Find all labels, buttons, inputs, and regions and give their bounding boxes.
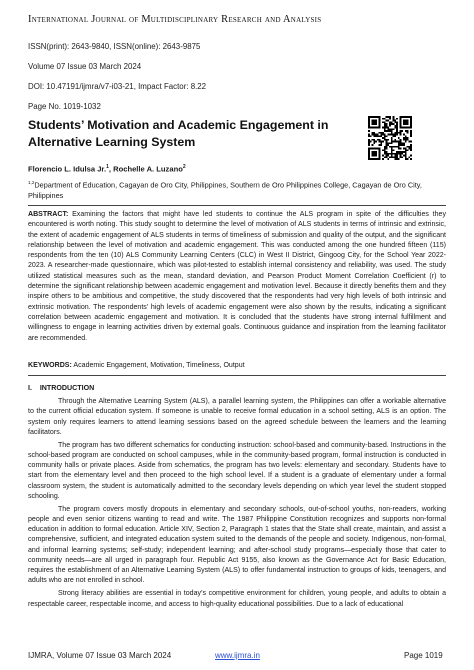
- introduction-body: [28, 397, 446, 641]
- qr-module: [403, 144, 405, 146]
- qr-module: [391, 151, 393, 153]
- qr-module: [400, 156, 402, 158]
- qr-module: [398, 158, 400, 160]
- qr-module: [410, 134, 412, 136]
- qr-module: [393, 116, 395, 118]
- qr-module: [384, 151, 386, 153]
- qr-module: [410, 149, 412, 151]
- qr-module: [386, 120, 388, 122]
- qr-module: [405, 153, 407, 155]
- qr-module: [384, 134, 386, 136]
- qr-module: [382, 132, 384, 134]
- qr-module: [400, 144, 402, 146]
- qr-module: [408, 141, 410, 143]
- qr-module: [396, 125, 398, 127]
- qr-module: [398, 153, 400, 155]
- qr-module: [389, 116, 391, 118]
- qr-module: [398, 132, 400, 134]
- footer-journal-info: IJMRA, Volume 07 Issue 03 March 2024: [28, 651, 172, 660]
- qr-module: [386, 156, 388, 158]
- qr-module: [380, 141, 382, 143]
- qr-module: [373, 134, 375, 136]
- qr-module: [401, 144, 403, 146]
- keywords: [28, 361, 446, 371]
- qr-code-icon: [368, 116, 412, 160]
- qr-module: [393, 123, 395, 125]
- journal-name: International Journal of Multidisciplinary Research and Analysis: [28, 14, 322, 25]
- qr-module: [375, 134, 377, 136]
- qr-module: [394, 121, 396, 123]
- qr-module: [389, 156, 391, 158]
- qr-module: [403, 139, 405, 141]
- qr-module: [375, 135, 377, 137]
- qr-module: [400, 148, 402, 150]
- qr-module: [384, 149, 386, 151]
- qr-module: [394, 153, 396, 155]
- qr-module: [379, 144, 381, 146]
- qr-module: [393, 128, 395, 130]
- qr-module: [403, 155, 405, 157]
- qr-module: [368, 130, 370, 132]
- qr-module: [394, 156, 396, 158]
- affiliation-mark: 1,2: [28, 180, 35, 185]
- qr-module: [396, 151, 398, 153]
- qr-module: [405, 139, 407, 141]
- qr-module: [384, 130, 386, 132]
- qr-module: [391, 142, 393, 144]
- qr-module: [386, 144, 388, 146]
- qr-module: [372, 132, 374, 134]
- qr-module: [396, 141, 398, 143]
- qr-module: [398, 142, 400, 144]
- qr-module: [373, 141, 375, 143]
- qr-module: [403, 151, 405, 153]
- qr-module: [396, 132, 398, 134]
- qr-module: [405, 155, 407, 157]
- qr-module: [398, 151, 400, 153]
- qr-module: [394, 134, 396, 136]
- qr-module: [386, 141, 388, 143]
- qr-module: [386, 116, 388, 118]
- qr-module: [389, 142, 391, 144]
- qr-module: [384, 135, 386, 137]
- qr-module: [386, 146, 388, 148]
- qr-module: [405, 137, 407, 139]
- qr-module: [408, 146, 410, 148]
- qr-module: [387, 127, 389, 129]
- qr-module: [391, 134, 393, 136]
- doi-line: DOI: 10.47191/ijmra/v7-i03-21, Impact Factor: 8.22: [28, 82, 207, 91]
- qr-module: [379, 135, 381, 137]
- qr-module: [400, 134, 402, 136]
- qr-module: [389, 134, 391, 136]
- paragraph: The program has two different schematics for conducting instruction: school-based and community-based. Instructions in the school-based program are conducted on school campuses, while in the community-based program, formal instruction is conducted in community halls or private places. Aside from schematics, the program has two levels: elementary and secondary. Students have to start from the elementary level and then proceed to the high school level. If a student is a graduate of elementary under a formal classroom system, the student is automatically admitted to the secondary levels depending on which year level the student stopped schooling.: [28, 441, 446, 500]
- qr-module: [393, 153, 395, 155]
- qr-module: [380, 142, 382, 144]
- qr-module: [386, 148, 388, 150]
- qr-module: [382, 134, 384, 136]
- divider-bottom: [28, 375, 446, 376]
- author-line: [28, 164, 186, 174]
- qr-module: [389, 130, 391, 132]
- qr-module: [386, 142, 388, 144]
- qr-module: [401, 151, 403, 153]
- qr-module: [387, 128, 389, 130]
- qr-module: [389, 125, 391, 127]
- qr-module: [387, 116, 389, 118]
- qr-module: [400, 153, 402, 155]
- qr-module: [396, 155, 398, 157]
- abstract: [28, 210, 446, 344]
- qr-module: [379, 141, 381, 143]
- qr-module: [384, 123, 386, 125]
- qr-module: [387, 139, 389, 141]
- qr-module: [386, 151, 388, 153]
- qr-module: [389, 123, 391, 125]
- author-1-name: Florencio L. Idulsa Jr.: [28, 164, 107, 174]
- qr-module: [368, 135, 370, 137]
- qr-module: [387, 153, 389, 155]
- qr-module: [391, 148, 393, 150]
- qr-module: [384, 125, 386, 127]
- qr-module: [400, 142, 402, 144]
- qr-module: [400, 132, 402, 134]
- qr-module: [396, 121, 398, 123]
- qr-module: [401, 153, 403, 155]
- qr-module: [405, 135, 407, 137]
- qr-module: [368, 144, 370, 146]
- qr-module: [391, 139, 393, 141]
- qr-module: [393, 141, 395, 143]
- qr-module: [391, 155, 393, 157]
- qr-module: [375, 141, 377, 143]
- qr-module: [398, 148, 400, 150]
- qr-module: [403, 134, 405, 136]
- qr-module: [403, 137, 405, 139]
- qr-module: [405, 149, 407, 151]
- author-2-name: Rochelle A. Luzano: [113, 164, 183, 174]
- paragraph: The program covers mostly dropouts in elementary and secondary schools, out-of-school youths, non-readers, working people and even senior citizens wanting to read and write. The 1987 Philippine Constitution recognizes and supports non-formal education in addition to formal education. Article XIV, Section 2, Paragraph 1 states that the State shall create, maintain, and assist a comprehensive, sufficient, and integrated education system suited to the demands of the people and society. Indigenous, non-formal, and informal learning systems; self-study; independent learning; and after-school study programs—especially those that cater to community needs—are all urged in paragraph four. Republic Act 9155, also known as the Governance Act for Basic Education, requires the establishment of an Alternative Learning System (ALS) to offer fundamental instruction to groups of kids, teenagers, and adults who are not enrolled in school.: [28, 505, 446, 585]
- qr-module: [373, 142, 375, 144]
- qr-module: [370, 135, 372, 137]
- qr-module: [391, 137, 393, 139]
- author-2-affiliation-mark: 2: [182, 164, 186, 170]
- qr-module: [394, 139, 396, 141]
- qr-module: [393, 118, 395, 120]
- qr-module: [379, 139, 381, 141]
- qr-module: [394, 127, 396, 129]
- qr-module: [393, 146, 395, 148]
- qr-module: [384, 118, 386, 120]
- divider-top: [28, 205, 446, 206]
- qr-module: [408, 148, 410, 150]
- qr-module: [405, 156, 407, 158]
- qr-module: [400, 151, 402, 153]
- qr-module: [391, 153, 393, 155]
- qr-module: [408, 156, 410, 158]
- qr-module: [401, 130, 403, 132]
- qr-module: [384, 121, 386, 123]
- paragraph: Through the Alternative Learning System (ALS), a parallel learning system, the Philippines can offer a workable alternative to the current official education system. If someone is unable to receive formal education in a school setting, ALS is an option. The system only requires learners to attend learning sessions based on the agreed schedule between the learners and the learning facilitators.: [28, 398, 446, 436]
- qr-module: [407, 146, 409, 148]
- author-separator: ,: [108, 164, 114, 174]
- issn-line: ISSN(print): 2643-9840, ISSN(online): 2643-9875: [28, 42, 201, 51]
- qr-module: [377, 139, 379, 141]
- qr-module: [391, 132, 393, 134]
- qr-module: [393, 134, 395, 136]
- qr-module: [368, 142, 370, 144]
- qr-module: [405, 151, 407, 153]
- qr-module: [396, 123, 398, 125]
- qr-module: [380, 144, 382, 146]
- qr-module: [407, 132, 409, 134]
- qr-module: [396, 153, 398, 155]
- qr-module: [407, 137, 409, 139]
- qr-module: [407, 130, 409, 132]
- qr-module: [382, 155, 384, 157]
- qr-module: [387, 158, 389, 160]
- qr-module: [393, 120, 395, 122]
- qr-module: [382, 141, 384, 143]
- qr-module: [394, 135, 396, 137]
- qr-module: [396, 134, 398, 136]
- qr-module: [391, 146, 393, 148]
- qr-module: [407, 149, 409, 151]
- qr-module: [394, 158, 396, 160]
- keywords-label: KEYWORDS:: [28, 362, 72, 369]
- affiliation-text: Department of Education, Cagayan de Oro City, Philippines, Southern de Oro Philippines College, Cagayan de Oro City, Philippines: [28, 180, 422, 200]
- qr-module: [368, 139, 370, 141]
- qr-module: [387, 134, 389, 136]
- qr-module: [373, 139, 375, 141]
- qr-module: [405, 130, 407, 132]
- qr-module: [391, 121, 393, 123]
- qr-module: [396, 118, 398, 120]
- qr-module: [368, 141, 370, 143]
- qr-module: [387, 130, 389, 132]
- qr-module: [386, 155, 388, 157]
- qr-module: [382, 137, 384, 139]
- qr-module: [386, 139, 388, 141]
- qr-module: [410, 155, 412, 157]
- qr-module: [410, 130, 412, 132]
- qr-module: [394, 132, 396, 134]
- qr-module: [393, 135, 395, 137]
- qr-module: [384, 148, 386, 150]
- qr-module: [382, 158, 384, 160]
- qr-module: [403, 148, 405, 150]
- qr-module: [396, 128, 398, 130]
- qr-module: [389, 146, 391, 148]
- keywords-text: Academic Engagement, Motivation, Timeliness, Output: [71, 362, 245, 369]
- qr-module: [372, 139, 374, 141]
- qr-module: [410, 158, 412, 160]
- qr-module: [400, 130, 402, 132]
- qr-module: [372, 134, 374, 136]
- qr-module: [403, 142, 405, 144]
- qr-module: [396, 146, 398, 148]
- qr-module: [394, 141, 396, 143]
- qr-module: [373, 132, 375, 134]
- qr-module: [368, 134, 370, 136]
- qr-module: [372, 144, 374, 146]
- qr-module: [393, 156, 395, 158]
- qr-module: [384, 127, 386, 129]
- qr-module: [396, 127, 398, 129]
- qr-module: [407, 139, 409, 141]
- qr-module: [387, 155, 389, 157]
- qr-module: [380, 134, 382, 136]
- qr-module: [384, 139, 386, 141]
- qr-module: [405, 148, 407, 150]
- qr-module: [394, 155, 396, 157]
- qr-module: [391, 130, 393, 132]
- qr-module: [387, 120, 389, 122]
- qr-module: [410, 141, 412, 143]
- paragraph: Strong literacy abilities are essential in today’s competitive environment for children, young people, and adults to obtain a respectable career, respectable income, and access to high-quality educational possibilities. Due to a lack of educational: [28, 590, 446, 608]
- qr-module: [398, 146, 400, 148]
- qr-module: [377, 134, 379, 136]
- qr-module: [387, 142, 389, 144]
- qr-module: [400, 141, 402, 143]
- qr-module: [396, 130, 398, 132]
- article-title: Students’ Motivation and Academic Engagement in Alternative Learning System: [28, 118, 329, 149]
- qr-module: [393, 149, 395, 151]
- footer-website-link[interactable]: www.ijmra.in: [215, 651, 260, 660]
- qr-module: [382, 149, 384, 151]
- abstract-label: ABSTRACT:: [28, 211, 69, 218]
- qr-module: [382, 127, 384, 129]
- qr-module: [394, 146, 396, 148]
- qr-module: [398, 137, 400, 139]
- qr-module: [396, 158, 398, 160]
- qr-module: [401, 142, 403, 144]
- qr-module: [384, 128, 386, 130]
- qr-module: [384, 146, 386, 148]
- qr-module: [389, 118, 391, 120]
- qr-module: [384, 137, 386, 139]
- qr-module: [391, 156, 393, 158]
- abstract-text: Examining the factors that might have led students to continue the ALS program in spite of the difficulties they encountered is worth noting. This study sought to determine the level of motivation of ALS students in terms of intrinsic and extrinsic, the extent of academic engagement of ALS students in terms of timeliness of submission and quality of the output, and the significant relationship between the level of motivation and academic engagement. This was conducted among the one hundred fifteen (115) respondents from the ten (10) ALS Community Learning Centers (CLC) in West II District, Gingoog City, for the School Year 2022-2023. A researcher-made questionnaire, which was pilot-tested to establish internal consistency and reliability, was used. The study utilized statistical measures such as the mean, standard deviation, and Pearson Product Moment Correlation Coefficient (r) to determine the significant relationship between academic engagement and motivation level. Because it directly benefits them and they inspire others to be ambitious and competitive, the study discovered that the respondents had very high levels of both intrinsic and extrinsic motivation. The respondents' high levels of academic engagement were also shown by the results, indicating a significant correlation between academic engagement and motivation. It is concluded that the students have strong internal fulfillment and willingness to engage in learning activities driven by external goals. Continuous guidance and inspiration from the learning facilitator are recommended.: [28, 211, 446, 342]
- qr-module: [394, 125, 396, 127]
- qr-module: [377, 135, 379, 137]
- qr-module: [398, 144, 400, 146]
- qr-module: [405, 158, 407, 160]
- qr-module: [391, 141, 393, 143]
- qr-module: [387, 144, 389, 146]
- qr-module: [373, 135, 375, 137]
- qr-module: [407, 158, 409, 160]
- qr-module: [386, 135, 388, 137]
- qr-module: [370, 141, 372, 143]
- qr-module: [386, 125, 388, 127]
- affiliation: [28, 178, 448, 201]
- section-heading: I. INTRODUCTION: [28, 384, 95, 392]
- author-1-affiliation-mark: 1: [106, 164, 109, 170]
- qr-module: [391, 128, 393, 130]
- qr-module: [380, 135, 382, 137]
- qr-module: [405, 141, 407, 143]
- qr-module: [410, 148, 412, 150]
- qr-module: [400, 155, 402, 157]
- qr-module: [410, 135, 412, 137]
- qr-module: [380, 132, 382, 134]
- qr-module: [410, 144, 412, 146]
- qr-module: [386, 123, 388, 125]
- footer-page-number: Page 1019: [404, 651, 443, 660]
- qr-module: [396, 156, 398, 158]
- qr-module: [379, 132, 381, 134]
- qr-module: [389, 121, 391, 123]
- qr-module: [389, 128, 391, 130]
- qr-module: [389, 153, 391, 155]
- qr-module: [384, 156, 386, 158]
- qr-module: [386, 153, 388, 155]
- qr-module: [400, 139, 402, 141]
- qr-module: [382, 118, 384, 120]
- qr-module: [394, 120, 396, 122]
- qr-module: [382, 121, 384, 123]
- qr-module: [386, 130, 388, 132]
- qr-module: [410, 146, 412, 148]
- qr-module: [398, 141, 400, 143]
- qr-module: [384, 153, 386, 155]
- qr-module: [401, 156, 403, 158]
- qr-module: [391, 149, 393, 151]
- page-range: Page No. 1019-1032: [28, 102, 101, 111]
- volume-line: Volume 07 Issue 03 March 2024: [28, 62, 142, 71]
- qr-module: [410, 132, 412, 134]
- qr-module: [391, 123, 393, 125]
- qr-module: [386, 127, 388, 129]
